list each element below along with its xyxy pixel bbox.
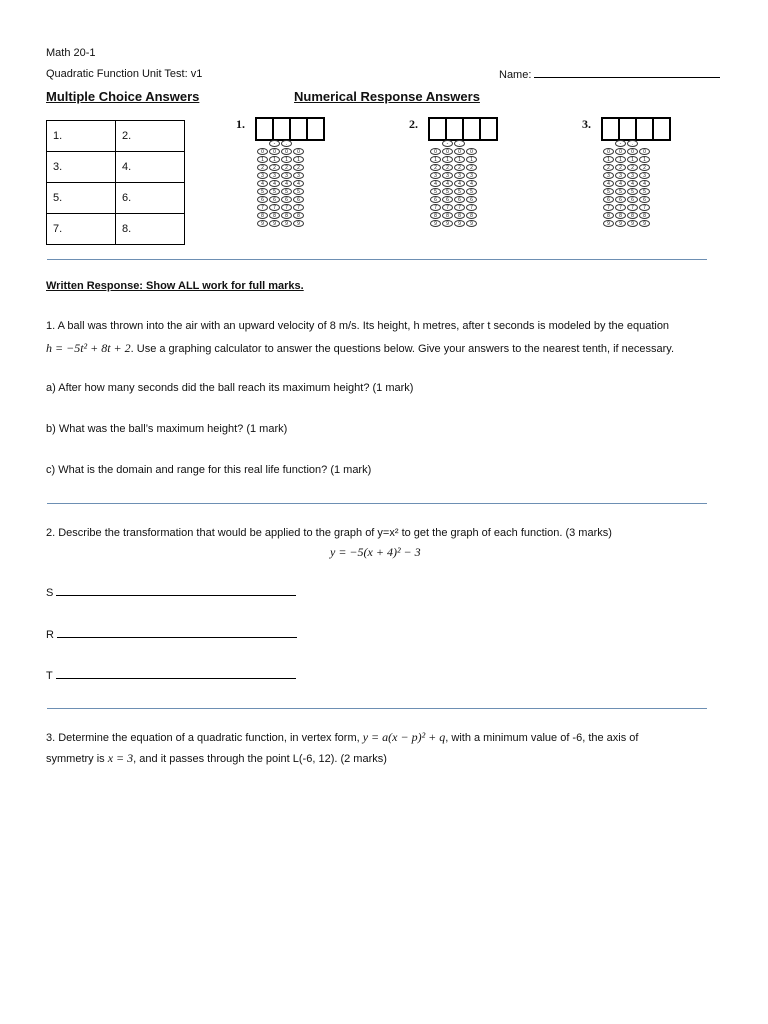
nr-digit-bubble[interactable]: 9 xyxy=(639,220,650,227)
nr-digit-bubble[interactable]: 5 xyxy=(466,188,477,195)
nr-digit-bubble[interactable]: 9 xyxy=(615,220,626,227)
nr-digit-bubble[interactable]: 4 xyxy=(627,180,638,187)
q2-r-answer[interactable] xyxy=(46,628,297,641)
q1-text-2 xyxy=(46,341,674,356)
q3-axis: x = 3 xyxy=(107,751,134,765)
nr-digit-bubble[interactable]: 3 xyxy=(281,172,292,179)
nr-answer-boxes xyxy=(601,117,669,141)
mc-row xyxy=(47,152,185,183)
mc-answer-cell[interactable]: 8. xyxy=(116,214,185,245)
nr-digit-bubble[interactable]: 1 xyxy=(639,156,650,163)
nr-digit-bubble[interactable]: 0 xyxy=(454,148,465,155)
nr-digit-bubble[interactable]: 8 xyxy=(442,212,453,219)
nr-digit-bubble[interactable]: 7 xyxy=(257,204,268,211)
nr-digit-bubble[interactable]: 2 xyxy=(430,164,441,171)
t-line[interactable] xyxy=(56,669,296,679)
nr-digit-bubble[interactable]: 3 xyxy=(293,172,304,179)
nr-question-label: 2. xyxy=(409,117,418,131)
nr-answer-box[interactable] xyxy=(479,117,498,141)
nr-digit-bubble[interactable]: 1 xyxy=(627,156,638,163)
nr-digit-bubble[interactable]: 5 xyxy=(269,188,280,195)
nr-digit-bubble[interactable]: 7 xyxy=(293,204,304,211)
nr-digit-bubble[interactable]: 6 xyxy=(430,196,441,203)
r-line[interactable] xyxy=(57,628,297,638)
nr-digit-bubble[interactable]: 9 xyxy=(442,220,453,227)
nr-digit-bubble[interactable]: 5 xyxy=(627,188,638,195)
nr-answer-boxes xyxy=(255,117,323,141)
nr-bubble-spacer xyxy=(639,140,650,147)
nr-digit-bubble[interactable]: 1 xyxy=(257,156,268,163)
nr-digit-bubble[interactable]: 3 xyxy=(627,172,638,179)
nr-digit-bubble[interactable]: 7 xyxy=(269,204,280,211)
nr-digit-bubble[interactable]: 6 xyxy=(627,196,638,203)
divider xyxy=(47,503,707,504)
q3-text-a: 3. Determine the equation of a quadratic function, in vertex form, xyxy=(46,732,363,744)
nr-digit-bubble[interactable]: 1 xyxy=(466,156,477,163)
nr-digit-bubble[interactable]: 3 xyxy=(639,172,650,179)
nr-digit-bubble[interactable]: 7 xyxy=(615,204,626,211)
nr-digit-bubble[interactable]: 6 xyxy=(257,196,268,203)
mc-answer-cell[interactable]: 1. xyxy=(47,121,116,152)
nr-digit-bubble[interactable]: 8 xyxy=(639,212,650,219)
nr-digit-bubble[interactable]: 9 xyxy=(293,220,304,227)
nr-digit-bubble[interactable]: 4 xyxy=(269,180,280,187)
nr-title: Numerical Response Answers xyxy=(294,89,480,104)
nr-digit-bubble[interactable]: 9 xyxy=(430,220,441,227)
mc-answer-cell[interactable]: 3. xyxy=(47,152,116,183)
nr-digit-bubble[interactable]: 2 xyxy=(603,164,614,171)
nr-digit-bubble[interactable]: 8 xyxy=(627,212,638,219)
nr-digit-bubble[interactable]: 4 xyxy=(257,180,268,187)
nr-bubble-spacer xyxy=(293,140,304,147)
q2-s-answer[interactable] xyxy=(46,586,296,599)
nr-digit-bubble[interactable]: 1 xyxy=(430,156,441,163)
nr-digit-bubble[interactable]: 8 xyxy=(281,212,292,219)
nr-digit-bubble[interactable]: 5 xyxy=(639,188,650,195)
nr-bubble-grid xyxy=(603,140,651,228)
nr-digit-bubble[interactable]: 5 xyxy=(442,188,453,195)
nr-digit-bubble[interactable]: 2 xyxy=(257,164,268,171)
nr-digit-bubble[interactable]: 0 xyxy=(466,148,477,155)
q1-text xyxy=(46,320,669,332)
q3-line2 xyxy=(46,751,387,766)
nr-digit-bubble[interactable]: 3 xyxy=(454,172,465,179)
nr-digit-bubble[interactable]: 8 xyxy=(454,212,465,219)
mc-title: Multiple Choice Answers xyxy=(46,89,200,104)
nr-digit-bubble[interactable]: 1 xyxy=(269,156,280,163)
nr-bubble-spacer xyxy=(430,140,441,147)
q3-text-d: , and it passes through the point L(-6, 12). (2 marks) xyxy=(133,753,387,765)
nr-digit-bubble[interactable]: 8 xyxy=(269,212,280,219)
nr-bubble-spacer xyxy=(257,140,268,147)
nr-digit-bubble[interactable]: 4 xyxy=(603,180,614,187)
nr-digit-bubble[interactable]: 3 xyxy=(442,172,453,179)
mc-answer-cell[interactable]: 5. xyxy=(47,183,116,214)
q2: 2. Describe the transformation that would be applied to the graph of y=x² to get the graph of each function. (3 marks) xyxy=(46,527,612,539)
q1-line2: . Use a graphing calculator to answer the questions below. Give your answers to the nearest tenth, if necessary. xyxy=(130,343,675,355)
nr-digit-bubble[interactable]: 3 xyxy=(615,172,626,179)
test-title: Quadratic Function Unit Test: v1 xyxy=(46,68,203,80)
nr-digit-bubble[interactable]: 0 xyxy=(615,148,626,155)
nr-digit-bubble[interactable]: 5 xyxy=(293,188,304,195)
nr-digit-bubble[interactable]: 6 xyxy=(293,196,304,203)
nr-digit-bubble[interactable]: 0 xyxy=(293,148,304,155)
nr-digit-bubble[interactable]: 8 xyxy=(603,212,614,219)
nr-digit-bubble[interactable]: 9 xyxy=(603,220,614,227)
nr-bubble-spacer xyxy=(603,140,614,147)
nr-digit-bubble[interactable]: 4 xyxy=(466,180,477,187)
nr-digit-bubble[interactable]: 2 xyxy=(639,164,650,171)
nr-digit-bubble[interactable]: 4 xyxy=(281,180,292,187)
nr-digit-bubble[interactable]: 5 xyxy=(281,188,292,195)
nr-digit-bubble[interactable]: 2 xyxy=(293,164,304,171)
q1-line1: 1. A ball was thrown into the air with an upward velocity of 8 m/s. Its height, h metres, after t seconds is modeled by the equation xyxy=(46,320,670,332)
nr-digit-bubble[interactable]: 4 xyxy=(293,180,304,187)
q2-equation: y = −5(x + 4)² − 3 xyxy=(330,545,421,559)
t-label: T xyxy=(46,670,53,682)
nr-digit-bubble[interactable]: 0 xyxy=(639,148,650,155)
nr-digit-bubble[interactable]: 1 xyxy=(454,156,465,163)
nr-digit-bubble[interactable]: 8 xyxy=(430,212,441,219)
nr-digit-bubble[interactable]: 1 xyxy=(615,156,626,163)
course-label: Math 20-1 xyxy=(46,47,96,59)
nr-digit-bubble[interactable]: 2 xyxy=(442,164,453,171)
name-line[interactable] xyxy=(534,68,720,78)
nr-digit-bubble[interactable]: 6 xyxy=(615,196,626,203)
nr-digit-bubble[interactable]: 1 xyxy=(442,156,453,163)
nr-digit-bubble[interactable]: 7 xyxy=(442,204,453,211)
mc-row xyxy=(47,214,185,245)
q3-equation: y = a(x − p)² + q xyxy=(362,730,446,744)
nr-digit-bubble[interactable]: 5 xyxy=(603,188,614,195)
mc-row xyxy=(47,183,185,214)
nr-digit-bubble[interactable]: 7 xyxy=(466,204,477,211)
nr-digit-bubble[interactable]: 5 xyxy=(454,188,465,195)
nr-digit-bubble[interactable]: 6 xyxy=(454,196,465,203)
q3-line1 xyxy=(46,730,638,745)
nr-digit-bubble[interactable]: 8 xyxy=(466,212,477,219)
q1c: c) What is the domain and range for this real life function? (1 mark) xyxy=(46,464,372,476)
q1a: a) After how many seconds did the ball reach its maximum height? (1 mark) xyxy=(46,382,414,394)
nr-digit-bubble[interactable]: 8 xyxy=(257,212,268,219)
q3-text-b: , with a minimum value of -6, the axis of xyxy=(445,732,639,744)
s-label: S xyxy=(46,587,54,599)
mc-answer-cell[interactable]: 2. xyxy=(116,121,185,152)
r-label: R xyxy=(46,629,54,641)
nr-digit-bubble[interactable]: 9 xyxy=(466,220,477,227)
nr-digit-bubble[interactable]: 6 xyxy=(269,196,280,203)
nr-bubble-grid xyxy=(257,140,305,228)
nr-digit-bubble[interactable]: 6 xyxy=(639,196,650,203)
nr-digit-bubble[interactable]: 9 xyxy=(627,220,638,227)
nr-digit-bubble[interactable]: 7 xyxy=(430,204,441,211)
nr-bubble-grid xyxy=(430,140,478,228)
nr-digit-bubble[interactable]: 3 xyxy=(269,172,280,179)
nr-digit-bubble[interactable]: 0 xyxy=(603,148,614,155)
nr-digit-bubble[interactable]: 6 xyxy=(466,196,477,203)
nr-answer-box[interactable] xyxy=(652,117,671,141)
nr-digit-bubble[interactable]: 6 xyxy=(281,196,292,203)
divider xyxy=(47,708,707,709)
s-line[interactable] xyxy=(56,586,296,596)
nr-question-label: 3. xyxy=(582,117,591,131)
nr-digit-bubble[interactable]: 4 xyxy=(430,180,441,187)
nr-digit-bubble[interactable]: 4 xyxy=(639,180,650,187)
mc-answer-table xyxy=(46,120,185,245)
q1-equation: h = −5t² + 8t + 2 xyxy=(46,341,131,355)
nr-digit-bubble[interactable]: 9 xyxy=(269,220,280,227)
nr-digit-bubble[interactable]: 2 xyxy=(269,164,280,171)
nr-bubble-spacer xyxy=(466,140,477,147)
nr-digit-bubble[interactable]: 7 xyxy=(603,204,614,211)
mc-answer-cell[interactable]: 4. xyxy=(116,152,185,183)
q3-text-c: symmetry is xyxy=(46,753,108,765)
nr-symbol-bubble[interactable]: . xyxy=(281,140,292,147)
nr-digit-bubble[interactable]: 1 xyxy=(281,156,292,163)
nr-digit-bubble[interactable]: 7 xyxy=(454,204,465,211)
nr-digit-bubble[interactable]: 1 xyxy=(603,156,614,163)
divider xyxy=(47,259,707,260)
nr-digit-bubble[interactable]: 0 xyxy=(627,148,638,155)
nr-digit-bubble[interactable]: 4 xyxy=(615,180,626,187)
nr-digit-bubble[interactable]: 2 xyxy=(454,164,465,171)
nr-digit-bubble[interactable]: 7 xyxy=(281,204,292,211)
nr-digit-bubble[interactable]: 2 xyxy=(627,164,638,171)
nr-symbol-bubble[interactable]: - xyxy=(269,140,280,147)
nr-digit-bubble[interactable]: 9 xyxy=(454,220,465,227)
nr-digit-bubble[interactable]: 2 xyxy=(281,164,292,171)
nr-digit-bubble[interactable]: 0 xyxy=(257,148,268,155)
nr-symbol-bubble[interactable]: - xyxy=(615,140,626,147)
nr-digit-bubble[interactable]: 9 xyxy=(281,220,292,227)
nr-digit-bubble[interactable]: 4 xyxy=(442,180,453,187)
nr-digit-bubble[interactable]: 3 xyxy=(603,172,614,179)
nr-question-label: 1. xyxy=(236,117,245,131)
nr-digit-bubble[interactable]: 0 xyxy=(269,148,280,155)
mc-answer-cell[interactable]: 6. xyxy=(116,183,185,214)
nr-digit-bubble[interactable]: 3 xyxy=(466,172,477,179)
nr-digit-bubble[interactable]: 0 xyxy=(442,148,453,155)
nr-digit-bubble[interactable]: 6 xyxy=(603,196,614,203)
written-title: Written Response: Show ALL work for full marks. xyxy=(46,280,304,292)
nr-symbol-bubble[interactable]: . xyxy=(454,140,465,147)
nr-digit-bubble[interactable]: 2 xyxy=(466,164,477,171)
nr-digit-bubble[interactable]: 3 xyxy=(430,172,441,179)
name-label: Name: xyxy=(499,69,532,81)
mc-row xyxy=(47,121,185,152)
nr-digit-bubble[interactable]: 4 xyxy=(454,180,465,187)
nr-answer-box[interactable] xyxy=(306,117,325,141)
nr-digit-bubble[interactable]: 9 xyxy=(257,220,268,227)
mc-answer-cell[interactable]: 7. xyxy=(47,214,116,245)
nr-digit-bubble[interactable]: 0 xyxy=(430,148,441,155)
nr-symbol-bubble[interactable]: - xyxy=(442,140,453,147)
nr-digit-bubble[interactable]: 5 xyxy=(615,188,626,195)
nr-digit-bubble[interactable]: 5 xyxy=(257,188,268,195)
nr-digit-bubble[interactable]: 8 xyxy=(615,212,626,219)
nr-digit-bubble[interactable]: 6 xyxy=(442,196,453,203)
nr-symbol-bubble[interactable]: . xyxy=(627,140,638,147)
q2-t-answer[interactable] xyxy=(46,669,296,682)
nr-digit-bubble[interactable]: 1 xyxy=(293,156,304,163)
nr-digit-bubble[interactable]: 5 xyxy=(430,188,441,195)
nr-digit-bubble[interactable]: 7 xyxy=(639,204,650,211)
nr-digit-bubble[interactable]: 3 xyxy=(257,172,268,179)
name-field[interactable] xyxy=(499,68,720,81)
nr-digit-bubble[interactable]: 0 xyxy=(281,148,292,155)
q1b: b) What was the ball’s maximum height? (1 mark) xyxy=(46,423,288,435)
nr-answer-boxes xyxy=(428,117,496,141)
nr-digit-bubble[interactable]: 7 xyxy=(627,204,638,211)
nr-digit-bubble[interactable]: 2 xyxy=(615,164,626,171)
nr-digit-bubble[interactable]: 8 xyxy=(293,212,304,219)
